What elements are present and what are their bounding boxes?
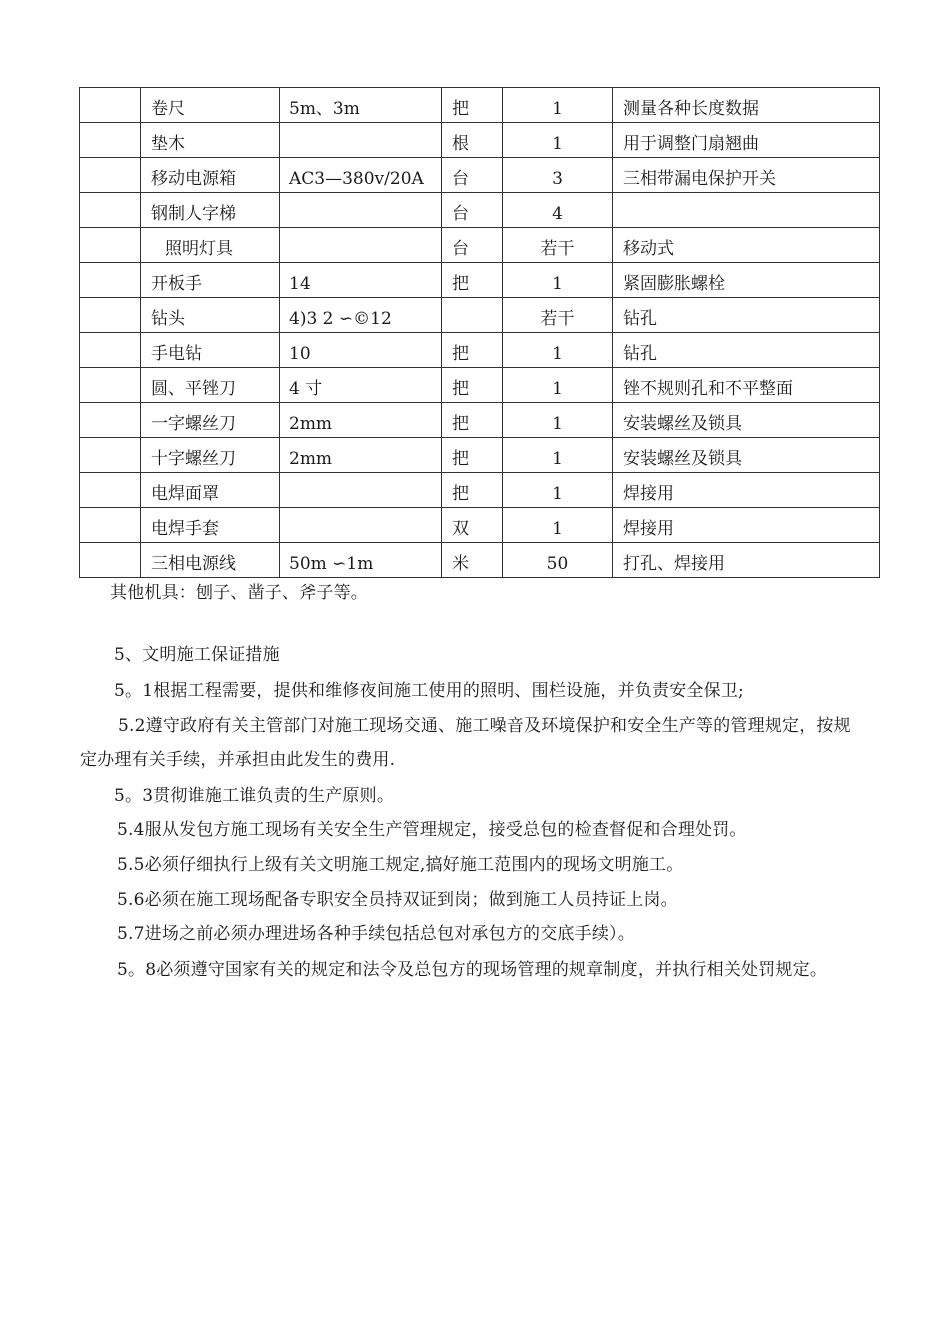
tool-name: 钢制人字梯 <box>151 204 236 224</box>
tool-unit: 台 <box>452 204 469 224</box>
table-row <box>80 438 880 473</box>
index-cell <box>80 333 141 368</box>
index-cell <box>80 368 141 403</box>
tool-unit: 米 <box>452 554 469 574</box>
tool-use: 焊接用 <box>623 484 674 504</box>
tool-unit: 把 <box>452 484 469 504</box>
table-row <box>80 543 880 578</box>
index-cell <box>80 438 141 473</box>
tool-spec: 5m、3m <box>289 99 360 119</box>
tool-qty: 1 <box>552 99 563 119</box>
tool-spec: AC3—380v/20A <box>289 169 424 189</box>
tool-qty: 1 <box>552 449 563 469</box>
index-cell <box>80 193 141 228</box>
tool-use: 用于调整门扇翘曲 <box>623 134 759 154</box>
tool-use: 测量各种长度数据 <box>623 99 759 119</box>
measure-item: 5.4服从发包方施工现场有关安全生产管理规定，接受总包的检查督促和合理处罚。 <box>117 820 747 840</box>
tool-use: 钻孔 <box>623 309 657 329</box>
tools-table <box>79 87 880 578</box>
tool-qty: 1 <box>552 484 563 504</box>
table-row <box>80 473 880 508</box>
tool-name: 电焊面罩 <box>151 484 219 504</box>
measure-item: 5。8必须遵守国家有关的规定和法令及总包方的现场管理的规章制度，并执行相关处罚规定。 <box>117 960 828 980</box>
measure-item: 5.7进场之前必须办理进场各种手续包括总包对承包方的交底手续）。 <box>117 924 635 944</box>
tool-spec: 10 <box>289 344 311 364</box>
tool-spec: 50m ∽1m <box>289 554 374 574</box>
tool-use: 锉不规则孔和不平整面 <box>623 379 793 399</box>
index-cell <box>80 263 141 298</box>
index-cell <box>80 158 141 193</box>
index-cell <box>80 473 141 508</box>
measure-item: 5。1根据工程需要，提供和维修夜间施工使用的照明、围栏设施，并负责安全保卫; <box>114 681 744 701</box>
tool-qty: 1 <box>552 274 563 294</box>
tool-spec: 2mm <box>289 449 333 469</box>
tool-qty: 1 <box>552 344 563 364</box>
tool-unit: 根 <box>452 134 469 154</box>
measure-item: 5。3贯彻谁施工谁负责的生产原则。 <box>114 786 395 806</box>
tool-qty: 50 <box>546 554 569 574</box>
table-row <box>80 508 880 543</box>
tool-name: 十字螺丝刀 <box>151 449 236 469</box>
tool-name: 卷尺 <box>151 99 185 119</box>
measure-item: 5.6必须在施工现场配备专职安全员持双证到岗；做到施工人员持证上岗。 <box>117 890 678 910</box>
tool-qty: 4 <box>552 204 563 224</box>
tool-unit: 台 <box>452 239 469 259</box>
index-cell <box>80 298 141 333</box>
tool-use: 三相带漏电保护开关 <box>623 169 776 189</box>
index-cell <box>80 403 141 438</box>
tool-name: 照明灯具 <box>165 239 233 259</box>
tool-name: 钻头 <box>151 309 185 329</box>
table-row <box>80 123 880 158</box>
tool-name: 垫木 <box>151 134 185 154</box>
tool-unit: 把 <box>452 449 469 469</box>
tool-name: 电焊手套 <box>151 519 219 539</box>
index-cell <box>80 543 141 578</box>
tool-unit: 把 <box>452 99 469 119</box>
tool-use: 移动式 <box>623 239 674 259</box>
measure-item: 5.2遵守政府有关主管部门对施工现场交通、施工噪音及环境保护和安全生产等的管理规定，按规 <box>118 716 851 736</box>
table-row <box>80 298 880 333</box>
tool-qty: 若干 <box>540 309 575 329</box>
tool-unit: 台 <box>452 169 469 189</box>
table-row <box>80 403 880 438</box>
tool-spec: 2mm <box>289 414 333 434</box>
index-cell <box>80 508 141 543</box>
table-row <box>80 333 880 368</box>
tool-qty: 1 <box>552 519 563 539</box>
tool-use: 紧固膨胀螺栓 <box>623 274 725 294</box>
table-row <box>80 88 880 123</box>
tool-unit: 把 <box>452 379 469 399</box>
tool-use: 安装螺丝及锁具 <box>623 414 742 434</box>
tool-qty: 1 <box>552 414 563 434</box>
tool-unit: 把 <box>452 414 469 434</box>
tool-name: 一字螺丝刀 <box>151 414 236 434</box>
other-tools-note: 其他机具：刨子、凿子、斧子等。 <box>110 583 368 603</box>
index-cell <box>80 123 141 158</box>
tool-qty: 3 <box>552 169 563 189</box>
tool-qty: 1 <box>552 379 563 399</box>
tool-spec: 4 寸 <box>289 379 323 399</box>
measure-item-continuation: 定办理有关手续，并承担由此发生的费用. <box>80 750 396 770</box>
tool-spec: 14 <box>289 274 311 294</box>
tool-name: 手电钻 <box>151 344 202 364</box>
tool-spec: 4)3 2 ∽©12 <box>289 309 392 329</box>
tool-qty: 若干 <box>540 239 575 259</box>
tool-qty: 1 <box>552 134 563 154</box>
measure-item: 5.5必须仔细执行上级有关文明施工规定,搞好施工范围内的现场文明施工。 <box>117 855 684 875</box>
table-row <box>80 158 880 193</box>
tool-unit: 双 <box>452 519 469 539</box>
tool-name: 三相电源线 <box>151 554 236 574</box>
tool-use: 焊接用 <box>623 519 674 539</box>
tool-use: 安装螺丝及锁具 <box>623 449 742 469</box>
table-row <box>80 228 880 263</box>
section-heading: 5、文明施工保证措施 <box>114 645 280 665</box>
table-row <box>80 193 880 228</box>
tool-unit: 把 <box>452 344 469 364</box>
tool-unit: 把 <box>452 274 469 294</box>
table-row <box>80 368 880 403</box>
tool-name: 开板手 <box>151 274 202 294</box>
index-cell <box>80 88 141 123</box>
tool-name: 圆、平锉刀 <box>151 379 236 399</box>
tool-name: 移动电源箱 <box>151 169 236 189</box>
index-cell <box>80 228 141 263</box>
tool-use: 打孔、焊接用 <box>623 554 725 574</box>
tool-use: 钻孔 <box>623 344 657 364</box>
table-row <box>80 263 880 298</box>
